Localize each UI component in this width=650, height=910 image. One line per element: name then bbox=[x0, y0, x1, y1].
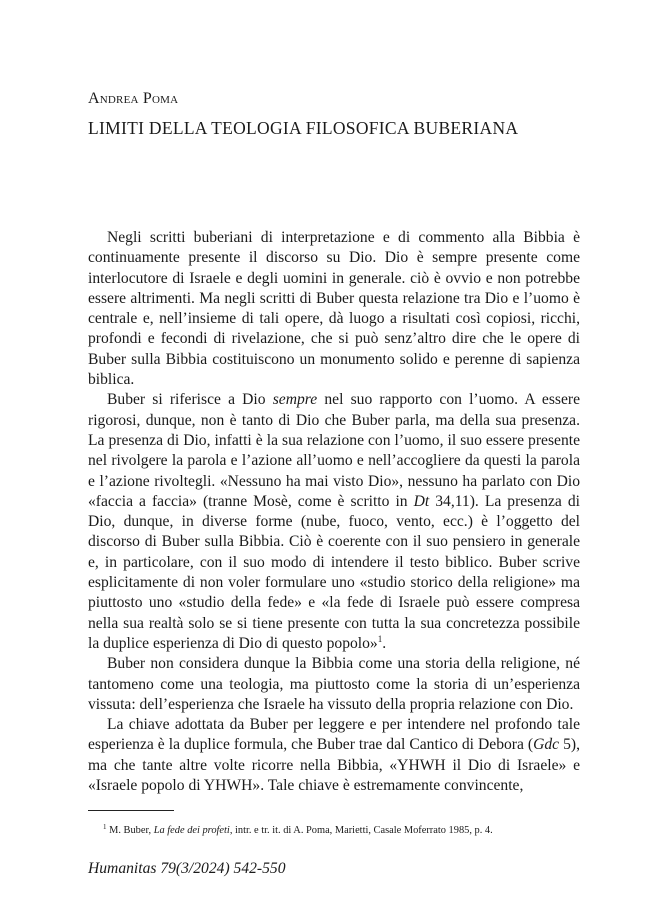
article-body bbox=[88, 228, 580, 796]
paragraph-1: Negli scritti buberiani di interpretazione e di commento alla Bibbia è continuamente presente il discorso su Dio. Dio è sempre presente come interlocutore di Israele e degli uomini in generale. ciò è ovvio e non potrebbe essere altrimenti. Ma negli scritti di Buber questa relazione tra Dio e l’uomo è centrale e, nell’insieme di tali opere, dà luogo a risultati così copiosi, ricchi, profondi e fecondi di rivelazione, che si può senz’altro dire che le opere di Buber sulla Bibbia costituiscono un monumento solido e perenne di sapienza biblica. bbox=[88, 229, 580, 389]
book-abbreviation: Dt bbox=[413, 492, 430, 510]
footnote-rule bbox=[88, 810, 174, 811]
footnote-text: M. Buber, bbox=[106, 825, 154, 836]
author-name: Andrea Poma bbox=[88, 90, 179, 107]
footnote-reference[interactable]: 1 bbox=[377, 633, 383, 644]
article-title: LIMITI DELLA TEOLOGIA FILOSOFICA BUBERIANA bbox=[88, 118, 519, 138]
paragraph-4 bbox=[88, 715, 580, 796]
journal-citation: Humanitas 79(3/2024) 542-550 bbox=[88, 860, 286, 877]
text-run: La chiave adottata da Buber per leggere e per intendere nel profondo tale esperienza è la duplice formula, che Buber trae dal Cantico di Debora ( bbox=[88, 716, 580, 754]
text-run: 34,11). La presenza di Dio, dunque, in diverse forme (nube, fuoco, vento, ecc.) è l’oggetto del discorso di Buber sulla Bibbia. Ciò è coerente con il suo pensiero in generale e, in particolare, con il suo modo di intendere il testo biblico. Buber scrive esplicitamente di non voler formulare uno «studio storico della religione» ma piuttosto uno «studio della fede» e «la fede di Israele può essere compresa nella sua realtà solo se si tiene presente con tutta la sua concretezza possibile la duplice esperienza di Dio di questo popolo» bbox=[88, 492, 580, 652]
text-run: nel suo rapporto con l’uomo. A essere rigorosi, dunque, non è tanto di Dio che Buber parla, ma della sua presenza. La presenza di Dio, infatti è la sua relazione con l’uomo, il suo essere presente nel rivolgere la parola e l’azione all’uomo e nell’accogliere da questi la parola e l’azione rivoltegli. «Nessuno ha mai visto Dio», nessuno ha parlato con Dio «faccia a faccia» (tranne Mosè, come è scritto in bbox=[88, 391, 581, 510]
text-run: . bbox=[382, 634, 387, 652]
paragraph-2 bbox=[88, 390, 580, 654]
footnote-book-title: La fede dei profeti bbox=[153, 825, 230, 836]
footnote-number: 1 bbox=[103, 823, 107, 831]
text-run: 5), ma che tante altre volte ricorre nella Bibbia, «YHWH il Dio di Israele» e «Israele popolo di YHWH». Tale chiave è estremamente convincente, bbox=[88, 736, 580, 795]
footnote bbox=[103, 824, 583, 837]
book-abbreviation: Gdc bbox=[533, 736, 560, 754]
emphasis: sempre bbox=[272, 391, 318, 409]
text-run: Buber si riferisce a Dio bbox=[107, 391, 273, 409]
paragraph-3: Buber non considera dunque la Bibbia come una storia della religione, né tantomeno come una teologia, ma piuttosto come la storia di un’esperienza vissuta: dell’esperienza che Israele ha vissuto della propria relazione con Dio. bbox=[88, 655, 580, 713]
footnote-text: , intr. e tr. it. di A. Poma, Marietti, Casale Moferrato 1985, p. 4. bbox=[229, 825, 493, 836]
